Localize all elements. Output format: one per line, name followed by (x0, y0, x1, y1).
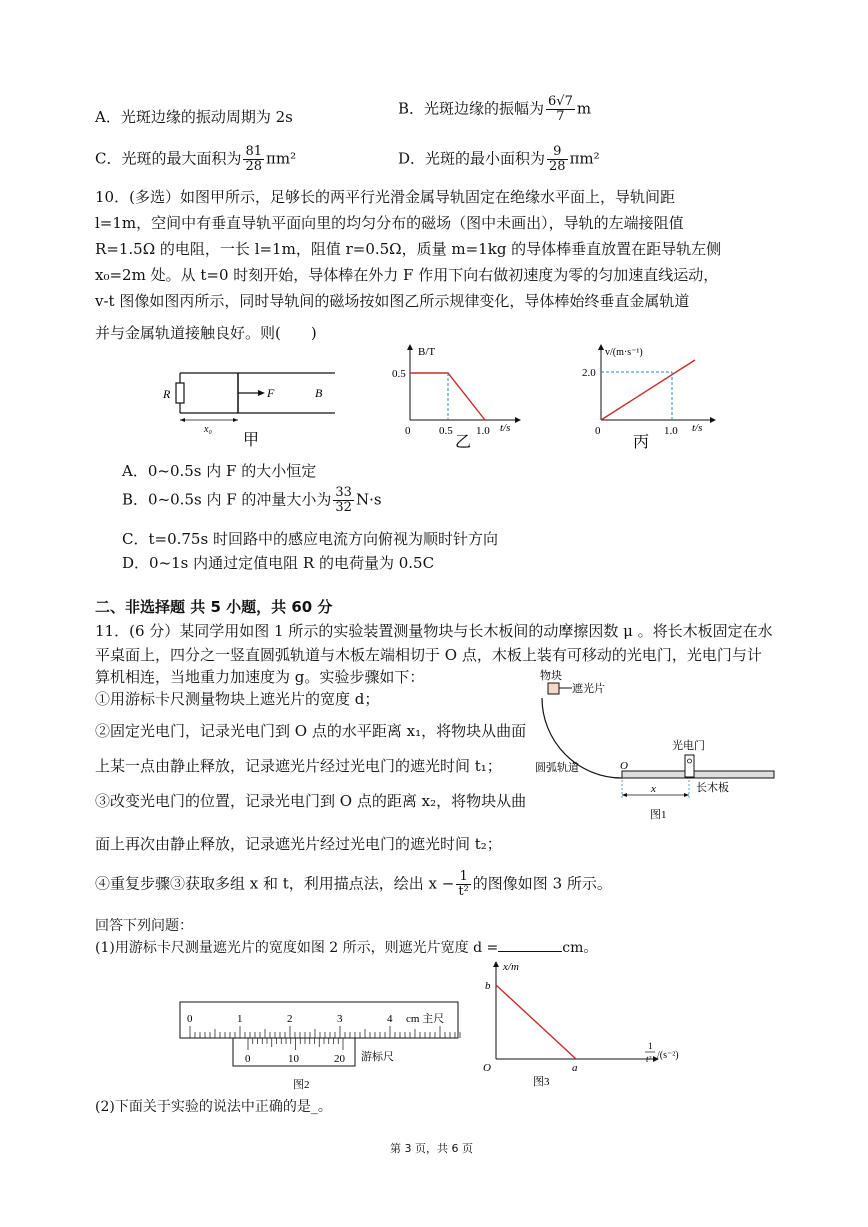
unit: N·s (355, 490, 382, 509)
origin: 0 (595, 425, 601, 437)
unit: πm² (569, 149, 600, 168)
q9-option-b-fraction (546, 95, 575, 124)
q9-option-a: A．光斑边缘的振动周期为 2s (95, 108, 293, 126)
q9-option-c (95, 145, 296, 174)
q9-option-c-fraction (243, 145, 264, 174)
figure-2-vernier (178, 1000, 468, 1095)
q10-line-6: 并与金属轨道接触良好。则( ) (95, 324, 317, 342)
q9-option-c-text: C．光斑的最大面积为 (95, 149, 242, 168)
x-tick-10: 1.0 (476, 425, 490, 437)
q10-option-c: C．t=0.75s 时回路中的感应电流方向俯视为顺时针方向 (122, 530, 498, 548)
figure-1-apparatus (530, 665, 780, 825)
q11-answer-intro: 回答下列问题： (95, 918, 193, 934)
ylabel-x: x/m (503, 961, 519, 973)
q9-option-b (398, 95, 591, 124)
label-x0: x₀ (204, 424, 212, 435)
unit: πm² (266, 149, 297, 168)
photogate (685, 755, 694, 777)
xlabel-ts: t/s (500, 422, 511, 434)
label-board: 长木板 (696, 782, 729, 794)
label-O: O (483, 1062, 491, 1074)
label-block: 物块 (540, 670, 562, 682)
x-vs-inv-t2-line (496, 985, 576, 1059)
q11-sub-2: (2)下面关于实验的说法中正确的是_。 (95, 1099, 332, 1115)
q9-option-d-text: D．光斑的最小面积为 (398, 149, 546, 168)
vernier-tick-10: 10 (288, 1053, 299, 1065)
q10-option-d: D．0~1s 内通过定值电阻 R 的电荷量为 0.5C (122, 554, 435, 572)
label-F: F (267, 386, 275, 400)
figure-3-graph (478, 955, 708, 1090)
q9-option-d-fraction (547, 145, 568, 174)
ylabel-v: v/(m·s⁻¹) (605, 347, 643, 358)
q11-step-3a: ③改变光电门的位置，记录光电门到 O 点的距离 x₂，将物块从曲 (95, 792, 527, 810)
main-tick-4: 4 (387, 1013, 393, 1025)
answer-blank[interactable] (498, 939, 562, 952)
q11-line-1: 11．(6 分）某同学用如图 1 所示的实验装置测量物块与长木板间的动摩擦因数 μ 。将长木板固定在水 (95, 622, 773, 640)
xlabel-num: 1 (648, 1041, 653, 1051)
xlabel-den: t² (646, 1054, 652, 1064)
label-a: a (572, 1062, 578, 1074)
label-b: b (485, 980, 491, 992)
fraction-numerator: 81 (245, 144, 263, 159)
fraction-denominator: 7 (556, 109, 565, 124)
caption-yi: 乙 (455, 434, 472, 451)
label-gate: 光电门 (672, 740, 705, 752)
q11-sub-1-unit: cm。 (562, 940, 598, 956)
q11-line-2: 平桌面上，四分之一竖直圆弧轨道与木板左端相切于 O 点，木板上装有可移动的光电门，光电门与计 (95, 646, 762, 664)
q11-step-4-tail: 的图像如图 3 所示。 (472, 874, 612, 893)
q11-step-2a: ②固定光电门，记录光电门到 O 点的水平距离 x₁，将物块从曲面 (95, 722, 527, 740)
label-x: x (651, 783, 656, 795)
vernier-tick-0: 0 (245, 1053, 251, 1065)
xlabel-ts: t/s (692, 422, 703, 434)
q10-option-a: A．0~0.5s 内 F 的大小恒定 (122, 462, 317, 480)
main-tick-0: 0 (187, 1013, 193, 1025)
v-t-line (601, 360, 695, 420)
q10-line-4: x₀=2m 处。从 t=0 时刻开始，导体棒在外力 F 作用下向右做初速度为零的匀加速直线运动， (95, 266, 719, 284)
resistor-symbol (176, 383, 184, 403)
block-with-shade (548, 683, 559, 694)
label-arc: 圆弧轨道 (535, 762, 579, 774)
label-shade: 遮光片 (572, 683, 605, 695)
q11-line-3: 算机相连，当地重力加速度为 g。实验步骤如下： (95, 668, 425, 686)
main-scale-unit: cm 主尺 (406, 1013, 445, 1025)
q9-option-b-text: B．光斑边缘的振幅为 (398, 99, 545, 118)
main-tick-3: 3 (337, 1013, 343, 1025)
q11-step-2b: 上某一点由静止释放，记录遮光片经过光电门的遮光时间 t₁； (95, 757, 502, 775)
figure-bing (582, 340, 735, 455)
y-tick-05: 0.5 (392, 368, 406, 380)
fraction-denominator: 32 (335, 500, 352, 515)
label-R: R (163, 387, 171, 401)
fraction-denominator: 28 (549, 159, 566, 174)
q11-step-3b: 面上再次由静止释放，记录遮光片经过光电门的遮光时间 t₂； (95, 835, 502, 853)
label-B: B (315, 386, 323, 400)
xlabel-unit: /(s⁻²) (657, 1050, 679, 1061)
q10-option-b (122, 486, 382, 515)
q10-line-1: 10．(多选）如图甲所示，足够长的两平行光滑金属导轨固定在绝缘水平面上，导轨间距 (95, 188, 675, 206)
caption-bing: 丙 (633, 434, 650, 451)
figure-yi (390, 340, 530, 455)
caption-fig3: 图3 (533, 1076, 550, 1088)
fraction-denominator: 28 (245, 159, 263, 174)
fraction-numerator: 9 (547, 145, 568, 160)
q10-line-3: R=1.5Ω 的电阻，一长 l=1m，阻值 r=0.5Ω，质量 m=1kg 的导体棒垂直放置在距导轨左侧 (95, 240, 722, 258)
x-tick-05: 0.5 (439, 425, 453, 437)
caption-fig2: 图2 (293, 1079, 310, 1091)
ylabel-BT: B/T (418, 346, 436, 358)
unit: m (576, 99, 592, 118)
q10-option-b-fraction (333, 486, 354, 515)
vernier-tick-20: 20 (334, 1053, 345, 1065)
x-tick-10: 1.0 (664, 425, 678, 437)
q10-line-2: l=1m，空间中有垂直导轨平面向里的均匀分布的磁场（图中未画出），导轨的左端接阻值 (95, 214, 684, 232)
q11-sub-1-text: (1)用游标卡尺测量遮光片的宽度如图 2 所示，则遮光片宽度 d = (95, 940, 499, 956)
section-2-title: 二、非选择题 共 5 小题，共 60 分 (95, 598, 333, 616)
q11-step-4-fraction (456, 870, 470, 899)
vernier-label: 游标尺 (361, 1051, 394, 1063)
page-footer: 第 3 页，共 6 页 (390, 1142, 473, 1155)
q10-option-b-text: B．0~0.5s 内 F 的冲量大小为 (122, 490, 332, 509)
caption-fig1: 图1 (650, 809, 667, 821)
q11-step-1: ①用游标卡尺测量物块上遮光片的宽度 d； (95, 690, 380, 708)
main-tick-1: 1 (237, 1013, 243, 1025)
figure-jia (155, 340, 365, 455)
caption-jia: 甲 (243, 432, 260, 449)
fraction-numerator: 1 (456, 870, 470, 885)
fraction-numerator: 6√7 (548, 94, 573, 109)
origin: 0 (405, 425, 411, 437)
q10-line-5: v-t 图像如图丙所示，同时导轨间的磁场按如图乙所示规律变化，导体棒始终垂直金属轨道 (95, 292, 690, 310)
q11-sub-1 (95, 937, 597, 957)
main-tick-2: 2 (287, 1013, 293, 1025)
q11-step-4-text: ④重复步骤③获取多组 x 和 t，利用描点法，绘出 x − (95, 874, 455, 893)
fraction-denominator: t² (458, 884, 469, 899)
q9-option-d (398, 145, 600, 174)
label-O: O (620, 760, 628, 772)
q11-step-4 (95, 870, 612, 899)
y-tick-20: 2.0 (582, 367, 596, 379)
long-board (622, 771, 774, 778)
fraction-numerator: 33 (335, 485, 352, 500)
